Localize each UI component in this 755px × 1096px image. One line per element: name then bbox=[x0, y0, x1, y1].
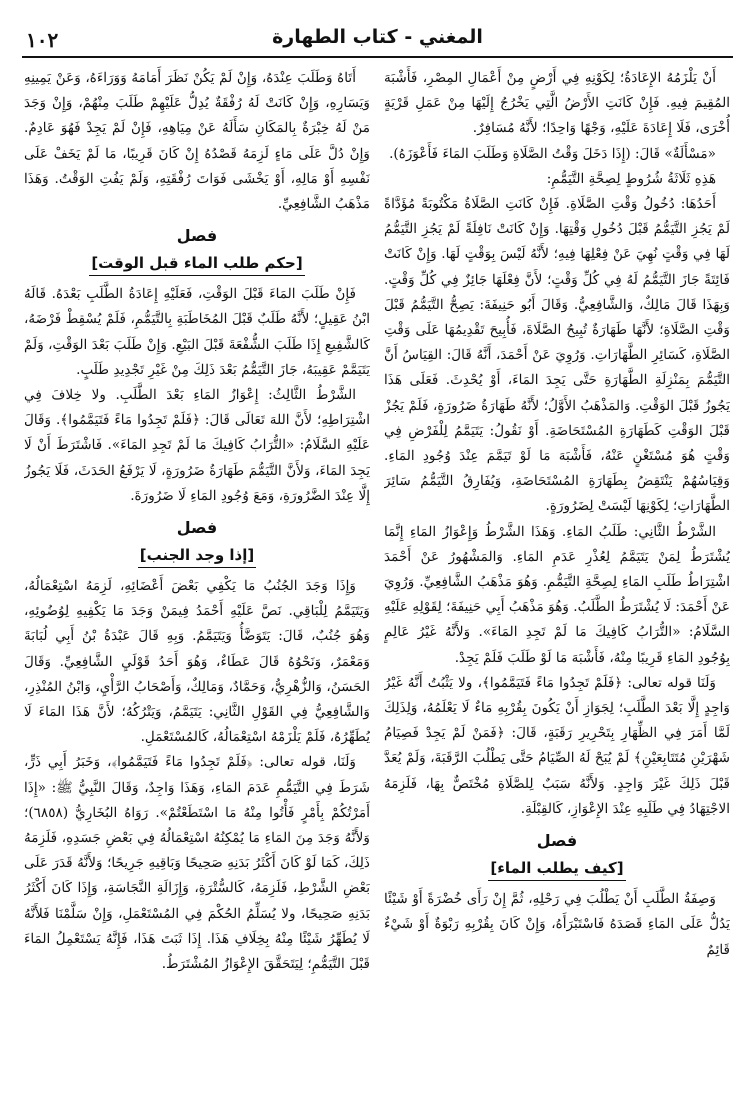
paragraph: وَإِذَا وَجَدَ الجُنُبُ مَا يَكْفِي بَعْضَ أَعْضَائِهِ، لَزِمَهُ اسْتِعْمَالُهُ، وَيَتَيَمَّمُ لِلْبَاقِي. نَصَّ عَلَيْهِ أَحْمَدُ فِيمَنْ وَجَدَ مَا يَكْفِيهِ لِوُضُوئِهِ، وَهُوَ جُنُبٌ، قَالَ: يَتَوَضَّأُ وَيَتَيَمَّمُ. وَبِهِ قَالَ عَبْدَةُ بْنُ أَبِي لُبَابَةَ وَمَعْمَرٌ، وَنَحْوُهُ قَالَ عَطَاءٌ، وَهُوَ أَحَدُ قَوْلَيِ الشَّافِعِيِّ. وَقَالَ الحَسَنُ، وَالزُّهْرِيُّ، وَحَمَّادٌ، وَمَالِكٌ، وَأَصْحَابُ الرَّأْيِ، وَابْنُ المُنْذِرِ، وَالشَّافِعِيُّ فِي القَوْلِ الثَّانِي: يَتَيَمَّمُ، وَيَتْرُكُهُ؛ لأَنَّ هَذَا المَاءَ لَا يُطَهِّرُهُ، فَلَمْ يَلْزَمْهُ اسْتِعْمَالُهُ، كَالمُسْتَعْمَلِ. bbox=[24, 578, 370, 746]
paragraph: أَنْ يَلْزَمُهُ الإِعَادَةُ؛ لِكَوْنِهِ فِي أَرْضٍ مِنْ أَعْمَالِ المِصْرِ، فَأَشْبَهَ المُقِيمَ فِيهِ. فَإِنْ كَانَتِ الأَرْضُ الَّتِي يَخْرُجُ إِلَيْهَا مِنْ عَمَلِ قَرْيَةٍ أُخْرَى، فَلَا إِعَادَةَ عَلَيْهِ، وَجْهًا وَاحِدًا؛ لأَنَّهُ مُسَافِرٌ. bbox=[384, 70, 730, 137]
section-heading: فصل bbox=[176, 226, 218, 246]
running-title: المغني - كتاب الطهارة bbox=[272, 26, 483, 48]
paragraph: «مَسْأَلَةٌ» قَالَ: (إِذَا دَخَلَ وَقْتُ الصَّلَاةِ وَطَلَبَ المَاءَ فَأَعْوَزَهُ). bbox=[389, 145, 716, 162]
section-subheading-text: [حكم طلب الماء قبل الوقت] bbox=[89, 251, 304, 276]
section-heading: فصل bbox=[176, 518, 218, 538]
paragraph: هَذِهِ ثَلَاثَةُ شُرُوطٍ لِصِحَّةِ التَّيَمُّمِ: bbox=[546, 170, 716, 187]
section-subheading bbox=[24, 251, 370, 276]
section-subheading-text: [كيف يطلب الماء] bbox=[488, 856, 625, 881]
paragraph: أَتَاهُ وَطَلَبَ عِنْدَهُ، وَإِنْ لَمْ يَكُنْ نَظَرَ أَمَامَهُ وَوَرَاءَهُ، وَعَنْ يَمِينِهِ وَيَسَارِهِ، وَإِنْ كَانَتْ لَهُ رُفْقَةٌ يُدِلُّ عَلَيْهِمْ طَلَبَ مِنْهُمْ، وَإِنْ وَجَدَ مَنْ لَهُ خِبْرَةٌ بِالمَكَانِ سَأَلَهُ عَنْ مِيَاهِهِ، فَإِنْ لَمْ يَجِدْ فَهُوَ عَادِمٌ. وَإِنْ دُلَّ عَلَى مَاءٍ لَزِمَهُ قَصْدُهُ إِنْ كَانَ قَرِيبًا، مَا لَمْ يَخَفْ عَلَى نَفْسِهِ أَوْ مَالِهِ، أَوْ يَخْشَى فَوَاتَ رُفْقَتِهِ، وَلَمْ يَفُتِ الوَقْتُ. وَهَذَا مَذْهَبُ الشَّافِعِيِّ. bbox=[24, 70, 370, 213]
section-subheading bbox=[24, 543, 370, 568]
section-subheading bbox=[384, 856, 730, 881]
paragraph: وَلَنَا قوله تعالى: ﴿فَلَمْ تَجِدُوا مَاءً فَتَيَمَّمُوا﴾، ولا يَثْبُتُ أَنَّهُ غَيْرُ وَاجِدٍ إِلَّا بَعْدَ الطَّلَبِ؛ لِجَوَازِ أَنْ يَكُونَ بِقُرْبِهِ مَاءٌ لَا يَعْلَمُهُ، وَلِذَلِكَ لَمَّا أَمَرَ فِي الظِّهَارِ بِتَحْرِيرِ رَقَبَةٍ، قَالَ: ﴿فَمَنْ لَمْ يَجِدْ فَصِيَامُ شَهْرَيْنِ مُتَتَابِعَيْنِ﴾ لَمْ يُبَحْ لَهُ الصِّيَامُ حَتَّى يَطْلُبَ الرَّقَبَةَ، وَلَمْ يُعَدَّ قَبْلَ ذَلِكَ غَيْرَ وَاجِدٍ. وَلأَنَّهُ سَبَبٌ لِلصَّلَاةِ مُخْتَصٌّ بِهَا، فَلَزِمَهُ الاجْتِهَادُ فِي طَلَبِهِ عِنْدَ الإِعْوَازِ، كَالقِبْلَةِ. bbox=[384, 674, 730, 817]
paragraph: الشَّرْطُ الثَّانِي: طَلَبُ المَاءِ. وَهَذَا الشَّرْطُ وَإِعْوَازُ المَاءِ إِنَّمَا يُشْتَرَطُ لِمَنْ يَتَيَمَّمُ لِعُذْرِ عَدَمِ المَاءِ. وَالمَشْهُورُ عَنْ أَحْمَدَ اشْتِرَاطُ طَلَبِ المَاءِ لِصِحَّةِ التَّيَمُّمِ. وَهُوَ مَذْهَبُ الشَّافِعِيِّ. وَرُوِيَ عَنْ أَحْمَدَ: لَا يُشْتَرَطُ الطَّلَبُ. وَهُوَ مَذْهَبُ أَبِي حَنِيفَةَ؛ لِقَوْلِهِ عَلَيْهِ السَّلَامُ: «التُّرَابُ كَافِيكَ مَا لَمْ تَجِدِ المَاءَ». وَلأَنَّهُ غَيْرُ عَالِمٍ بِوُجُودِ المَاءِ قَرِيبًا مِنْهُ، فَأَشْبَهَ مَا لَوْ طَلَبَ فَلَمْ يَجِدْ. bbox=[384, 523, 730, 666]
page-header bbox=[22, 22, 733, 58]
paragraph: أَحَدُهَا: دُخُولُ وَقْتِ الصَّلَاةِ. فَإِنْ كَانَتِ الصَّلَاةُ مَكْتُوبَةً مُؤَدَّاةً لَمْ يَجُزِ التَّيَمُّمُ قَبْلَ دُخُولِ وَقْتِهَا. وَإِنْ كَانَتْ نَافِلَةً لَمْ يَجُزِ التَّيَمُّمُ لَهَا فِي وَقْتٍ نُهِيَ عَنْ فِعْلِهَا فِيهِ؛ لأَنَّهُ لَيْسَ بِوَقْتٍ لَهَا. وَإِنْ كَانَتْ فَائِتَةً جَازَ التَّيَمُّمُ لَهُ فِي كُلِّ وَقْتٍ؛ لأَنَّ فِعْلَهَا جَائِزٌ فِي كُلِّ وَقْتٍ. وَبِهَذَا قَالَ مَالِكٌ، وَالشَّافِعِيُّ. وَقَالَ أَبُو حَنِيفَةَ: يَصِحُّ التَّيَمُّمُ قَبْلَ وَقْتِ الصَّلَاةِ؛ لأَنَّهَا طَهَارَةٌ تُبِيحُ الصَّلَاةَ، فَأُبِيحَ تَقْدِيمُهَا عَلَى وَقْتِ الصَّلَاةِ، كَسَائِرِ الطَّهَارَاتِ. وَرُوِيَ عَنْ أَحْمَدَ، أَنَّهُ قَالَ: القِيَاسُ أَنَّ التَّيَمُّمَ بِمَنْزِلَةِ الطَّهَارَةِ حَتَّى يَجِدَ المَاءَ، أَوْ يُحْدِثَ. فَعَلَى هَذَا يَجُوزُ قَبْلَ الوَقْتِ. وَالمَذْهَبُ الأَوَّلُ؛ لأَنَّهُ طَهَارَةُ ضَرُورَةٍ، فَلَمْ يَجُزْ قَبْلَ الوَقْتِ كَطَهَارَةِ المُسْتَحَاضَةِ. أَوْ نَقُولُ: يَتَيَمَّمُ لِلْفَرْضِ فِي وَقْتٍ هُوَ مُسْتَغْنٍ عَنْهُ، فَأَشْبَهَ مَا لَوْ تَيَمَّمَ عِنْدَ وُجُودِ المَاءِ. وَقِيَاسُهُمْ يَنْتَقِضُ بِطَهَارَةِ المُسْتَحَاضَةِ، وَيُفَارِقُ التَّيَمُّمُ سَائِرَ الطَّهَارَاتِ؛ لِكَوْنِهَا لَيْسَتْ لِضَرُورَةٍ. bbox=[384, 196, 730, 515]
paragraph: فَإِنْ طَلَبَ المَاءَ قَبْلَ الوَقْتِ، فَعَلَيْهِ إِعَادَةُ الطَّلَبِ بَعْدَهُ. قَالَهُ ابْنُ عَقِيلٍ؛ لأَنَّهُ طَلَبٌ قَبْلَ المُخَاطَبَةِ بِالتَّيَمُّمِ، فَلَمْ يُسْقِطْ فَرْضَهُ، كَالشَّفِيعِ إِذَا طَلَبَ الشُّفْعَةَ قَبْلَ البَيْعِ. وَإِنْ طَلَبَ بَعْدَ الوَقْتِ، وَلَمْ يَتَيَمَّمْ عَقِيبَهُ، جَازَ التَّيَمُّمُ بَعْدَ ذَلِكَ مِنْ غَيْرِ تَجْدِيدِ طَلَبٍ. bbox=[24, 286, 370, 378]
section-heading: فصل bbox=[536, 831, 578, 851]
paragraph: الشَّرْطُ الثَّالِثُ: إِعْوَازُ المَاءِ بَعْدَ الطَّلَبِ. ولا خِلافَ فِي اشْتِرَاطِهِ؛ لأَنَّ اللهَ تَعَالَى قَالَ: ﴿فَلَمْ تَجِدُوا مَاءً فَتَيَمَّمُوا﴾. وَقَالَ عَلَيْهِ السَّلَامُ: «التُّرَابُ كَافِيكَ مَا لَمْ تَجِدِ المَاءَ». فَاشْتَرَطَ أَنْ لَا يَجِدَ المَاءَ، وَلأَنَّ التَّيَمُّمَ طَهَارَةُ ضَرُورَةٍ، لَا يَرْفَعُ الحَدَثَ، فَلَا يَجُوزُ إِلَّا عِنْدَ الضَّرُورَةِ، وَمَعَ وُجُودِ المَاءِ لَا ضَرُورَةَ. bbox=[24, 387, 370, 504]
left-column bbox=[24, 66, 370, 1081]
section-subheading-text: [إذا وجد الجنب] bbox=[138, 543, 257, 568]
paragraph: وَصِفَةُ الطَّلَبِ أَنْ يَطْلُبَ فِي رَحْلِهِ، ثُمَّ إِنْ رَأَى خُضْرَةً أَوْ شَيْئًا يَدُلُّ عَلَى المَاءِ قَصَدَهُ فَاسْتَبْرَأَهُ، وَإِنْ كَانَ بِقُرْبِهِ رَبْوَةٌ أَوْ شَيْءٌ قَائِمٌ bbox=[384, 891, 730, 958]
right-column bbox=[384, 66, 730, 1081]
paragraph: وَلَنَا، قوله تعالى: ﴿فَلَمْ تَجِدُوا مَاءً فَتَيَمَّمُوا﴾، وَخَبَرُ أَبِي ذَرٍّ، شَرَطَ فِي التَّيَمُّمِ عَدَمَ المَاءِ، وَهَذَا وَاجِدٌ، وَقَالَ النَّبِيُّ ﷺ: «إِذَا أَمَرْتُكُمْ بِأَمْرٍ فَأْتُوا مِنْهُ مَا اسْتَطَعْتُمْ». رَوَاهُ البُخَارِيُّ (٦٨٥٨)؛ وَلأَنَّهُ وَجَدَ مِنَ المَاءِ مَا يُمْكِنُهُ اسْتِعْمَالُهُ فِي بَعْضِ جَسَدِهِ، فَلَزِمَهُ ذَلِكَ، كَمَا لَوْ كَانَ أَكْثَرُ بَدَنِهِ صَحِيحًا وَبَاقِيهِ جَرِيحًا؛ وَلأَنَّهُ قَدَرَ عَلَى بَعْضِ الشَّرْطِ، فَلَزِمَهُ، كَالسُّتْرَةِ، وَإِزَالَةِ النَّجَاسَةِ، وَإِذَا كَانَ أَكْثَرُ بَدَنِهِ صَحِيحًا، ولا يُسَلِّمُ الحُكْمَ فِي المُسْتَعْمَلِ، وَإِنْ سَلَّمْنَا فَلأَنَّهُ لَا يُطَهِّرُ شَيْئًا مِنْهُ بِخِلَافِ هَذَا. إِذَا ثَبَتَ هَذَا، فَإِنَّهُ يَسْتَعْمِلُ المَاءَ قَبْلَ التَّيَمُّمِ؛ لِيَتَحَقَّقَ الإِعْوَازُ المُشْتَرَطُ. bbox=[24, 754, 370, 973]
page-number: ١٠٢ bbox=[26, 28, 59, 52]
